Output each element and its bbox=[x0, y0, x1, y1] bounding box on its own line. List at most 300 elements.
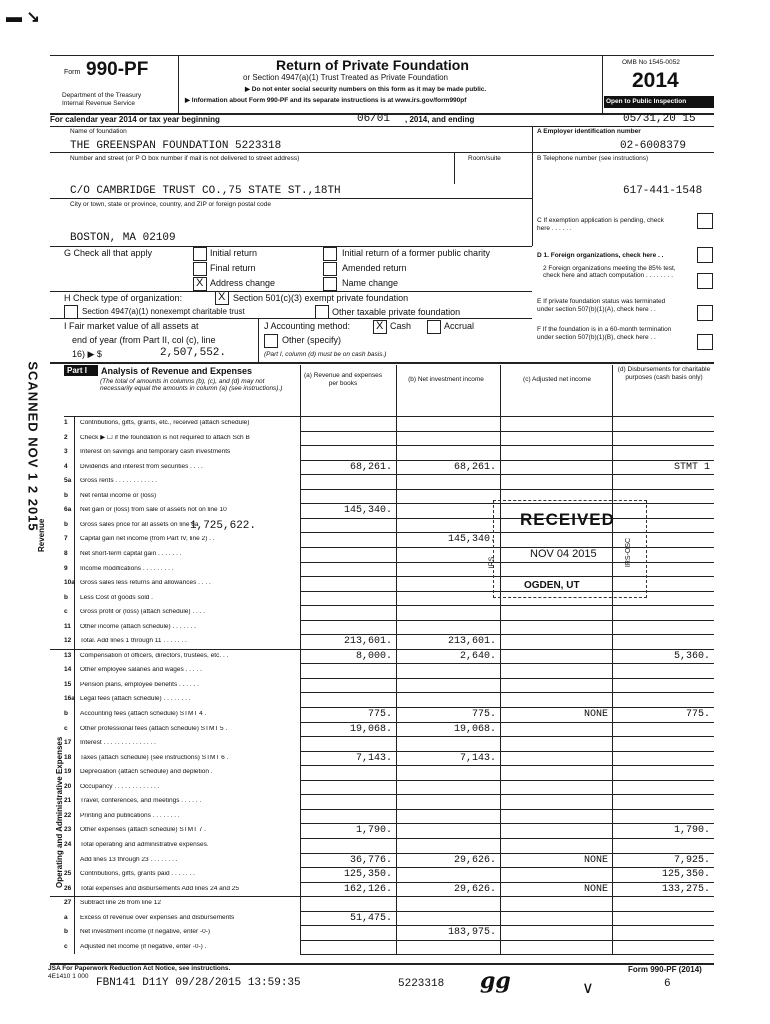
row-number: 2 bbox=[64, 433, 68, 441]
phone-label: B Telephone number (see instructions) bbox=[537, 155, 649, 162]
row-number: b bbox=[64, 520, 68, 528]
row-rule bbox=[396, 809, 500, 810]
row-rule bbox=[396, 853, 500, 854]
row-rule bbox=[500, 605, 612, 606]
row-rule bbox=[396, 838, 500, 839]
foundation-name: THE GREENSPAN FOUNDATION 5223318 bbox=[70, 140, 282, 152]
row-rule bbox=[396, 896, 500, 897]
row-rule bbox=[612, 445, 714, 446]
row-label: Interest on savings and temporary cash investments bbox=[80, 449, 231, 456]
h-4947-checkbox[interactable] bbox=[64, 305, 78, 319]
row-value-b: 19,068. bbox=[453, 723, 496, 735]
row-value-a: 36,776. bbox=[349, 854, 392, 866]
row-number: 18 bbox=[64, 753, 72, 761]
row-rule bbox=[612, 838, 714, 839]
row-label: Add lines 13 through 23 . . . . . . . . bbox=[80, 856, 178, 863]
received-side-left: IRS bbox=[488, 556, 496, 569]
initial-return-checkbox[interactable] bbox=[193, 247, 207, 261]
row-rule bbox=[612, 431, 714, 432]
row-rule bbox=[300, 722, 396, 723]
row-number: 27 bbox=[64, 899, 72, 907]
row-rule bbox=[396, 707, 500, 708]
row-value-b: 29,626. bbox=[453, 883, 496, 895]
street-label: Number and street (or P O box number if mail is not delivered to street address) bbox=[70, 155, 300, 162]
row-label: Gross rents . . . . . . . . . . . . bbox=[80, 478, 157, 485]
e-label: E If private foundation status was terminated under section 507(b)(1)(A), check here . . bbox=[537, 298, 666, 313]
initial-return-label: Initial return bbox=[210, 248, 258, 258]
row-label: Adjusted net income (if negative, enter -0-) . bbox=[80, 943, 207, 950]
row-number: 5a bbox=[64, 477, 72, 485]
address-change-label: Address change bbox=[210, 278, 276, 288]
row-label: Other professional fees (attach schedule) STMT 5 . bbox=[80, 725, 228, 732]
row-rule bbox=[500, 722, 612, 723]
footer-initials: gg bbox=[480, 968, 511, 994]
row-rule bbox=[300, 678, 396, 679]
period-begin: 06/01 bbox=[357, 113, 391, 125]
row-rule bbox=[300, 605, 396, 606]
row-rule bbox=[612, 649, 714, 650]
row-rule bbox=[396, 518, 500, 519]
row-value-a: 51,475. bbox=[349, 912, 392, 924]
row-label: Other expenses (attach schedule) STMT 7 . bbox=[80, 827, 206, 834]
row-rule bbox=[396, 722, 500, 723]
scanned-stamp: SCANNED NOV 1 2 2015 bbox=[25, 361, 41, 532]
row-rule bbox=[500, 649, 612, 650]
row-value-b: 145,340. bbox=[447, 534, 496, 546]
row-label: Contributions, gifts, grants, etc., received (attach schedule) bbox=[80, 420, 250, 426]
row-rule bbox=[300, 911, 396, 912]
col-c-header: (c) Adjusted net income bbox=[523, 376, 591, 383]
row-value-a: 213,601. bbox=[343, 636, 392, 648]
row-rule bbox=[300, 780, 396, 781]
row-rule bbox=[500, 474, 612, 475]
row-label: Contributions, gifts, grants paid . . . . . . . bbox=[80, 871, 195, 878]
row-value-d: 1,790. bbox=[673, 825, 710, 837]
row-rule bbox=[300, 896, 396, 897]
row-label: Compensation of officers, directors, trustees, etc. . . bbox=[80, 652, 229, 659]
row-value-a: 775. bbox=[367, 709, 392, 720]
row-rule bbox=[300, 460, 396, 461]
period-label: For calendar year 2014 or tax year beginning bbox=[50, 115, 220, 124]
col-a-header: (a) Revenue and expenses per books bbox=[303, 372, 383, 387]
row-number: 3 bbox=[64, 448, 68, 456]
row-rule bbox=[396, 532, 500, 533]
row-rule bbox=[396, 867, 500, 868]
address-change-mark: X bbox=[196, 277, 204, 289]
h-other-checkbox[interactable] bbox=[315, 305, 329, 319]
footer-id: 5223318 bbox=[398, 978, 445, 990]
row-value-d: 133,275. bbox=[661, 883, 710, 895]
row-value-b: 29,626. bbox=[453, 854, 496, 866]
j-accrual-label: Accrual bbox=[444, 321, 475, 331]
row-value-a: 7,143. bbox=[355, 752, 392, 764]
form-prefix: Form bbox=[64, 69, 81, 76]
j-cash-mark: X bbox=[376, 320, 384, 332]
notice-info: ▶ Information about Form 990-PF and its separate instructions is at www.irs.gov/form990pf bbox=[185, 97, 467, 104]
row-value-a: 1,790. bbox=[355, 825, 392, 837]
row-rule bbox=[500, 794, 612, 795]
part1-desc: (The total of amounts in columns (b), (c), and (d) may not necessarily equal the amounts in column (a) (see instructions).) bbox=[100, 378, 283, 393]
row-rule bbox=[500, 896, 612, 897]
row-rule bbox=[300, 663, 396, 664]
row-number: b bbox=[64, 928, 68, 936]
row-value-b: 68,261. bbox=[453, 461, 496, 473]
part1-tag-label: Part I bbox=[67, 366, 88, 375]
d1-label: D 1. Foreign organizations, check here . . bbox=[537, 252, 664, 259]
row-rule bbox=[300, 882, 396, 883]
row-rule bbox=[300, 620, 396, 621]
row-label: Gross sales less returns and allowances . . . . bbox=[80, 580, 211, 587]
row-label: Total. Add lines 1 through 11 . . . . . . . bbox=[80, 638, 187, 645]
j-other-label: Other (specify) bbox=[282, 335, 342, 345]
period-middle: , 2014, and ending bbox=[405, 115, 475, 124]
row-rule bbox=[612, 809, 714, 810]
row-rule bbox=[612, 925, 714, 926]
row-rule bbox=[300, 707, 396, 708]
row-rule bbox=[300, 692, 396, 693]
row-rule bbox=[300, 925, 396, 926]
row-value-b: 213,601. bbox=[447, 636, 496, 648]
row-rule bbox=[300, 489, 396, 490]
row-rule bbox=[500, 911, 612, 912]
row-label: Less Cost of goods sold . bbox=[80, 594, 153, 601]
row-label: Gross profit or (loss) (attach schedule) . . . . bbox=[80, 609, 205, 616]
omb-number: OMB No 1545-0052 bbox=[622, 59, 680, 66]
row-rule bbox=[500, 765, 612, 766]
row-rule bbox=[500, 823, 612, 824]
row-number: 14 bbox=[64, 666, 72, 674]
c-label: C If exemption application is pending, check here . . . . . . bbox=[537, 217, 664, 232]
name-change-checkbox[interactable] bbox=[323, 277, 337, 291]
row-rule bbox=[500, 678, 612, 679]
row-number: 1 bbox=[64, 419, 68, 426]
row-rule bbox=[396, 445, 500, 446]
dept-line-1: Department of the Treasury bbox=[62, 92, 142, 99]
footer-jsa: JSA For Paperwork Reduction Act Notice, see instructions. bbox=[48, 965, 231, 972]
d1-checkbox[interactable] bbox=[697, 247, 713, 263]
row-label: Gross sales price for all assets on line 6a bbox=[80, 521, 199, 528]
row-rule bbox=[300, 634, 396, 635]
row-rule bbox=[500, 853, 612, 854]
d2-checkbox[interactable] bbox=[697, 273, 713, 289]
row-rule bbox=[500, 489, 612, 490]
row-rule bbox=[612, 896, 714, 897]
i-label-1: I Fair market value of all assets at bbox=[64, 321, 199, 331]
row-rule bbox=[396, 474, 500, 475]
row-rule bbox=[396, 547, 500, 548]
row-rule bbox=[612, 853, 714, 854]
row-rule bbox=[300, 794, 396, 795]
form-title: Return of Private Foundation bbox=[276, 57, 469, 73]
row-rule bbox=[300, 562, 396, 563]
row-rule bbox=[612, 940, 714, 941]
e-checkbox[interactable] bbox=[697, 305, 713, 321]
row-rule bbox=[500, 663, 612, 664]
row-rule bbox=[300, 838, 396, 839]
row-number: 11 bbox=[64, 622, 71, 630]
row-number: a bbox=[64, 913, 68, 921]
i-label-3: 16) ▶ $ bbox=[72, 349, 102, 359]
row-rule bbox=[612, 692, 714, 693]
row-rule bbox=[612, 707, 714, 708]
row-rule bbox=[396, 794, 500, 795]
amended-return-checkbox[interactable] bbox=[323, 262, 337, 276]
row-rule bbox=[612, 794, 714, 795]
row-value-c: NONE bbox=[583, 854, 608, 866]
row-rule bbox=[300, 576, 396, 577]
amended-return-label: Amended return bbox=[342, 263, 407, 273]
row-number: 23 bbox=[64, 826, 72, 834]
initial-former-label: Initial return of a former public charity bbox=[342, 248, 491, 258]
row-rule bbox=[612, 823, 714, 824]
row-rule bbox=[500, 707, 612, 708]
row-number: 17 bbox=[64, 739, 72, 747]
j-other-checkbox[interactable] bbox=[264, 334, 278, 348]
row-rule bbox=[300, 853, 396, 854]
row-rule bbox=[396, 649, 500, 650]
row-rule bbox=[612, 489, 714, 490]
side-revenue: Revenue bbox=[37, 518, 46, 552]
row-rule bbox=[612, 678, 714, 679]
row-value-c: NONE bbox=[583, 883, 608, 895]
city-value: BOSTON, MA 02109 bbox=[70, 232, 176, 244]
f-checkbox[interactable] bbox=[697, 334, 713, 350]
street-value: C/O CAMBRIDGE TRUST CO.,75 STATE ST.,18TH bbox=[70, 185, 341, 197]
row-value-c: NONE bbox=[583, 709, 608, 720]
row-rule bbox=[500, 954, 612, 955]
row-number: c bbox=[64, 608, 68, 616]
row-rule bbox=[300, 823, 396, 824]
row-rule bbox=[300, 649, 396, 650]
row-label: Other employee salaries and wages . . . . . bbox=[80, 667, 202, 674]
row-number: c bbox=[64, 724, 68, 732]
side-expenses: Operating and Administrative Expenses bbox=[55, 736, 64, 888]
row-label: Printing and publications . . . . . . . . bbox=[80, 812, 180, 819]
row-label: Travel, conferences, and meetings . . . . . . bbox=[80, 798, 202, 805]
j-note: (Part I, column (d) must be on cash basis.) bbox=[264, 351, 387, 358]
j-label: J Accounting method: bbox=[264, 321, 351, 331]
row-number: 9 bbox=[64, 564, 68, 572]
footer-batch: FBN141 D11Y 09/28/2015 13:59:35 bbox=[96, 977, 301, 989]
row-value-a: 162,126. bbox=[343, 883, 392, 895]
row-label: Depreciation (attach schedule) and depletion . bbox=[80, 769, 213, 776]
row-rule bbox=[396, 780, 500, 781]
row-rule bbox=[300, 940, 396, 941]
row-rule bbox=[612, 663, 714, 664]
received-date: NOV 04 2015 bbox=[530, 548, 597, 560]
h-label: H Check type of organization: bbox=[64, 293, 183, 303]
row-rule bbox=[612, 474, 714, 475]
row-rule bbox=[300, 591, 396, 592]
final-return-checkbox[interactable] bbox=[193, 262, 207, 276]
row-label: Subtract line 26 from line 12 bbox=[80, 900, 161, 907]
footer-code: 4E1410 1 000 bbox=[48, 973, 89, 980]
row-number: 26 bbox=[64, 884, 72, 892]
row-rule bbox=[500, 620, 612, 621]
i-value: 2,507,552. bbox=[160, 347, 227, 359]
row-value-a: 125,350. bbox=[343, 869, 392, 881]
row-value-a: 68,261. bbox=[349, 461, 392, 473]
row-rule bbox=[396, 489, 500, 490]
ein-value: 02-6008379 bbox=[620, 140, 687, 152]
row-label: Net investment income (if negative, enter -0-) bbox=[80, 929, 211, 936]
i-label-2: end of year (from Part II, col (c), line bbox=[72, 335, 216, 345]
col-b-header: (b) Net investment income bbox=[408, 376, 484, 383]
row-number: b bbox=[64, 491, 68, 499]
row-rule bbox=[396, 736, 500, 737]
row-rule bbox=[396, 678, 500, 679]
row-rule bbox=[396, 954, 500, 955]
row-rule bbox=[612, 751, 714, 752]
row-rule bbox=[612, 780, 714, 781]
row-value-d: 125,350. bbox=[661, 869, 710, 881]
room-label: Room/suite bbox=[468, 155, 501, 162]
row-label: Net rental income or (loss) bbox=[80, 492, 157, 499]
h-4947-label: Section 4947(a)(1) nonexempt charitable trust bbox=[82, 307, 245, 316]
row-label: Interest . . . . . . . . . . . . . . . bbox=[80, 740, 156, 747]
received-title: RECEIVED bbox=[520, 510, 615, 529]
form-number: 990-PF bbox=[86, 59, 149, 80]
row-label: Accounting fees (attach schedule) STMT 4 . bbox=[80, 711, 207, 717]
row-number: 24 bbox=[64, 840, 72, 848]
row-rule bbox=[396, 605, 500, 606]
row-rule bbox=[396, 663, 500, 664]
row-rule bbox=[396, 940, 500, 941]
final-return-label: Final return bbox=[210, 263, 256, 273]
row-rule bbox=[612, 882, 714, 883]
row-number: 22 bbox=[64, 811, 72, 819]
row-rule bbox=[500, 867, 612, 868]
row-rule bbox=[500, 809, 612, 810]
corner-mark: ▬ ↘ bbox=[6, 9, 40, 26]
row-value-d: 5,360. bbox=[673, 650, 710, 662]
row-label: Net short-term capital gain . . . . . . . bbox=[80, 550, 182, 557]
row-rule bbox=[500, 431, 612, 432]
row-rule bbox=[396, 765, 500, 766]
row-value-b: 775. bbox=[471, 709, 496, 720]
row-rule bbox=[500, 838, 612, 839]
c-checkbox[interactable] bbox=[697, 213, 713, 229]
row-rule bbox=[500, 940, 612, 941]
row-rule bbox=[300, 532, 396, 533]
row-label: Other income (attach schedule) . . . . . . . bbox=[80, 623, 196, 630]
row-rule bbox=[612, 736, 714, 737]
footer-check-mark: ∨ bbox=[582, 978, 594, 997]
row-label: Income modifications . . . . . . . . . bbox=[80, 565, 174, 572]
j-accrual-checkbox[interactable] bbox=[427, 320, 441, 334]
row-rule bbox=[300, 547, 396, 548]
row-rule bbox=[396, 620, 500, 621]
row-value-b: 2,640. bbox=[459, 650, 496, 662]
row-rule bbox=[500, 736, 612, 737]
row-number: 19 bbox=[64, 768, 72, 776]
received-stamp bbox=[488, 500, 647, 598]
row-number: 13 bbox=[64, 651, 72, 659]
row-number: 20 bbox=[64, 782, 72, 790]
row-label: Total operating and administrative expenses. bbox=[80, 841, 209, 848]
row-rule bbox=[300, 431, 396, 432]
footer-page: 6 bbox=[664, 978, 671, 990]
row-rule bbox=[300, 867, 396, 868]
row-label: Check ▶ ☐ if the foundation is not required to attach Sch B bbox=[80, 434, 250, 441]
row-rule bbox=[396, 591, 500, 592]
row-number: 10a bbox=[64, 579, 75, 587]
received-side-right: IRS-OSC bbox=[625, 537, 633, 568]
row-rule bbox=[612, 634, 714, 635]
row-number: 6a bbox=[64, 506, 72, 514]
row-rule bbox=[396, 751, 500, 752]
row-label: Total expenses and disbursements Add lines 24 and 25 bbox=[80, 885, 239, 892]
h-other-label: Other taxable private foundation bbox=[332, 307, 461, 317]
phone-value: 617-441-1548 bbox=[623, 185, 703, 197]
row-value-d: 7,925. bbox=[673, 854, 710, 866]
row-rule bbox=[396, 460, 500, 461]
row-rule bbox=[396, 692, 500, 693]
row-number: c bbox=[64, 942, 68, 950]
row-rule bbox=[300, 474, 396, 475]
row-rule bbox=[500, 692, 612, 693]
row-rule bbox=[612, 765, 714, 766]
row-value-a: 8,000. bbox=[355, 650, 392, 662]
tax-year: 2014 bbox=[632, 69, 679, 92]
row-extra-value: 1,725,622. bbox=[190, 519, 257, 532]
f-label: F If the foundation is in a 60-month termination under section 507(b)(1)(B), check here . . bbox=[537, 326, 672, 341]
row-label: Net gain or (loss) from sale of assets not on line 10 bbox=[80, 507, 227, 514]
row-rule bbox=[396, 503, 500, 504]
h-501-label: Section 501(c)(3) exempt private foundation bbox=[233, 293, 409, 303]
row-number: b bbox=[64, 710, 68, 717]
row-rule bbox=[396, 431, 500, 432]
row-number: 21 bbox=[64, 797, 72, 805]
row-rule bbox=[500, 751, 612, 752]
row-label: Capital gain net income (from Part IV, line 2) . . bbox=[80, 536, 215, 543]
row-rule bbox=[500, 634, 612, 635]
row-rule bbox=[500, 925, 612, 926]
row-label: Taxes (attach schedule) (see instructions) STMT 6 . bbox=[80, 754, 229, 761]
row-number: 16a bbox=[64, 695, 75, 703]
row-rule bbox=[396, 823, 500, 824]
row-number: b bbox=[64, 593, 68, 601]
form-subtitle: or Section 4947(a)(1) Trust Treated as Private Foundation bbox=[243, 73, 448, 82]
row-rule bbox=[300, 445, 396, 446]
row-rule bbox=[300, 736, 396, 737]
part1-title: Analysis of Revenue and Expenses bbox=[101, 366, 253, 376]
row-label: Legal fees (attach schedule) . . . . . . . . bbox=[80, 696, 191, 703]
row-number: 25 bbox=[64, 870, 72, 878]
notice-ssn: ▶ Do not enter social security numbers on this form as it may be made public. bbox=[245, 86, 487, 93]
open-public-label: Open to Public Inspection bbox=[606, 98, 687, 105]
row-label: Pension plans, employee benefits . . . . . . bbox=[80, 681, 199, 688]
received-city: OGDEN, UT bbox=[524, 580, 580, 591]
row-rule bbox=[612, 954, 714, 955]
row-rule bbox=[612, 460, 714, 461]
row-rule bbox=[396, 576, 500, 577]
row-rule bbox=[396, 925, 500, 926]
row-number: 8 bbox=[64, 549, 68, 557]
row-label: Occupancy . . . . . . . . . . . . . bbox=[80, 783, 160, 790]
row-value-b: 183,975. bbox=[447, 927, 496, 939]
footer-form-ref: Form 990-PF (2014) bbox=[628, 965, 702, 974]
initial-former-checkbox[interactable] bbox=[323, 247, 337, 261]
row-rule bbox=[396, 634, 500, 635]
row-label: Excess of revenue over expenses and disbursements bbox=[80, 914, 235, 921]
row-rule bbox=[300, 954, 396, 955]
dept-line-2: Internal Revenue Service bbox=[62, 100, 135, 107]
row-number: 12 bbox=[64, 637, 72, 645]
row-number: 7 bbox=[64, 535, 68, 543]
row-number: 4 bbox=[64, 462, 68, 470]
row-rule bbox=[300, 503, 396, 504]
